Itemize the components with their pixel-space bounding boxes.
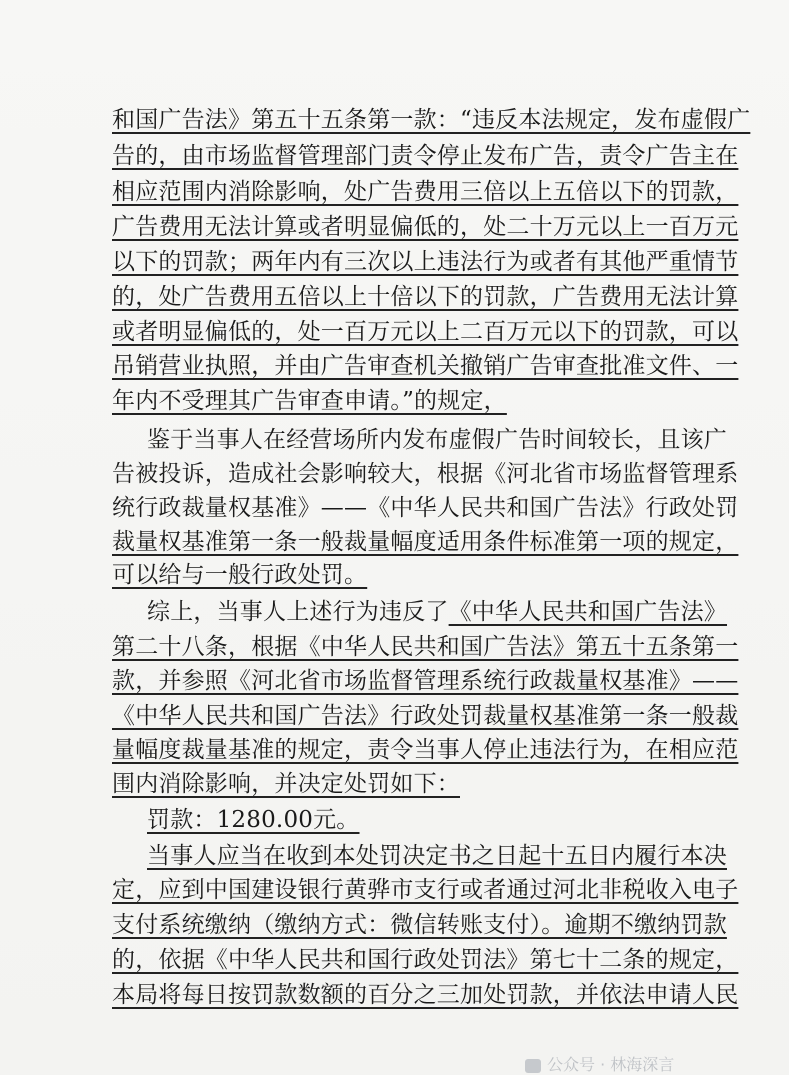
penalty-amount: 罚款：1280.00元。	[147, 807, 360, 833]
text-line-17: 款，并参照《河北省市场监督管理系统行政裁量权基准》——	[112, 668, 739, 694]
text-line-16: 第二十八条，根据《中华人民共和国广告法》第五十五条第一	[112, 634, 739, 660]
text-line-3: 相应范围内消除影响，处广告费用三倍以上五倍以下的罚款，	[112, 179, 739, 205]
text-line-20: 围内消除影响，并决定处罚如下：	[112, 771, 460, 797]
text-line-1: 和国广告法》第五十五条第一款：“违反本法规定，发布虚假广	[112, 107, 751, 133]
text-line-2: 告的，由市场监督管理部门责令停止发布广告，责令广告主在	[112, 143, 739, 169]
text-line-6: 的，处广告费用五倍以上十倍以下的罚款，广告费用无法计算	[112, 284, 739, 310]
text-line-8: 吊销营业执照，并由广告审查机关撤销广告审查批准文件、一	[112, 353, 739, 379]
watermark	[525, 1052, 674, 1075]
text-line-14: 可以给与一般行政处罚。	[112, 562, 368, 588]
text-line-15	[147, 594, 727, 630]
text-line-10: 鉴于当事人在经营场所内发布虚假广告时间较长，且该广	[147, 427, 727, 453]
text-line-12: 统行政裁量权基准》——《中华人民共和国广告法》行政处罚	[112, 495, 739, 521]
text-line-7: 或者明显偏低的，处一百万元以上二百万元以下的罚款，可以	[112, 319, 739, 345]
wechat-account-icon	[525, 1059, 541, 1073]
text-line-9: 年内不受理其广告审查申请。”的规定，	[112, 388, 507, 414]
text-line-4: 广告费用无法计算或者明显偏低的，处二十万元以上一百万元	[112, 214, 739, 240]
text-line-11: 告被投诉，造成社会影响较大，根据《河北省市场监督管理系	[112, 461, 739, 487]
text-line-23: 定，应到中国建设银行黄骅市支行或者通过河北非税收入电子	[112, 877, 739, 903]
text-line-22: 当事人应当在收到本处罚决定书之日起十五日内履行本决	[147, 843, 727, 869]
text-line-15-underlined: 《中华人民共和国广告法》	[448, 599, 728, 625]
watermark-text: 公众号 · 林海深言	[547, 1055, 675, 1074]
text-line-5: 以下的罚款；两年内有三次以上违法行为或者有其他严重情节	[112, 249, 739, 275]
text-line-19: 量幅度裁量基准的规定，责令当事人停止违法行为，在相应范	[112, 737, 739, 763]
text-line-15-plain: 综上，当事人上述行为违反了	[147, 599, 449, 625]
text-line-26: 本局将每日按罚款数额的百分之三加处罚款，并依法申请人民	[112, 982, 739, 1008]
text-line-18: 《中华人民共和国广告法》行政处罚裁量权基准第一条一般裁	[112, 703, 739, 729]
text-line-25: 的，依据《中华人民共和国行政处罚法》第七十二条的规定，	[112, 947, 739, 973]
text-line-24: 支付系统缴纳（缴纳方式：微信转账支付）。逾期不缴纳罚款	[112, 912, 727, 938]
text-line-13: 裁量权基准第一条一般裁量幅度适用条件标准第一项的规定，	[112, 529, 739, 555]
